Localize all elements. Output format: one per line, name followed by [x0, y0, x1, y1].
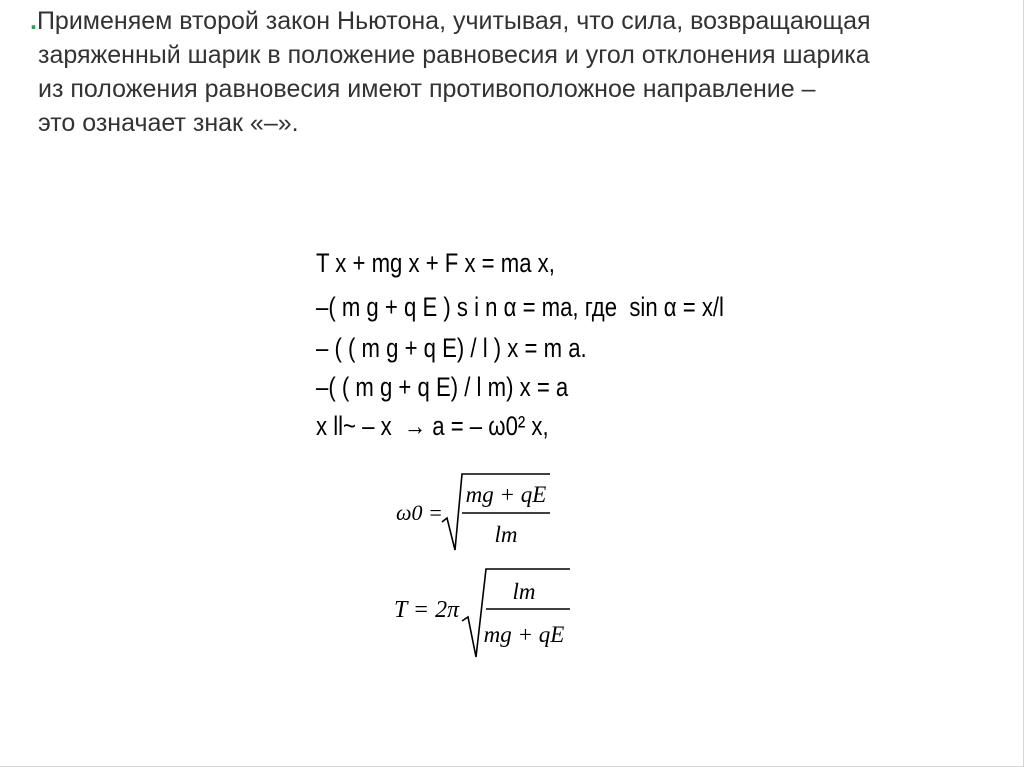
intro-line-3: из положения равновесия имеют противоположное направление –: [38, 75, 816, 103]
intro-line-1: .Применяем второй закон Ньютона, учитывая, что сила, возвращающая: [30, 7, 871, 35]
period-formula: [392, 565, 577, 665]
intro-line-4: это означает знак «–».: [38, 109, 299, 137]
intro-line-2: заряженный шарик в положение равновесия и угол отклонения шарика: [38, 41, 870, 69]
period-lhs: T = 2π: [394, 597, 460, 623]
omega-lhs: ω0 =: [396, 500, 443, 525]
omega-formula: [392, 470, 562, 555]
bullet-dot: .: [30, 7, 37, 35]
equation-line-1: T x + mg x + F x = ma x,: [316, 248, 555, 278]
equation-line-4: –( ( m g + q E) / l m) x = a: [316, 372, 569, 402]
intro-paragraph: [30, 4, 1010, 140]
omega-numerator: mg + qE: [465, 482, 547, 507]
omega-denominator: lm: [494, 522, 518, 547]
equation-line-3: – ( ( m g + q E) / l ) x = m a.: [316, 333, 587, 363]
equation-line-2: –( m g + q E ) s i n α = ma, где sin α = x/l: [316, 292, 724, 322]
period-numerator: lm: [512, 579, 536, 604]
period-denominator: mg + qE: [483, 622, 565, 647]
equation-line-5: x ll~ – x → a = – ω0² x,: [316, 411, 549, 441]
